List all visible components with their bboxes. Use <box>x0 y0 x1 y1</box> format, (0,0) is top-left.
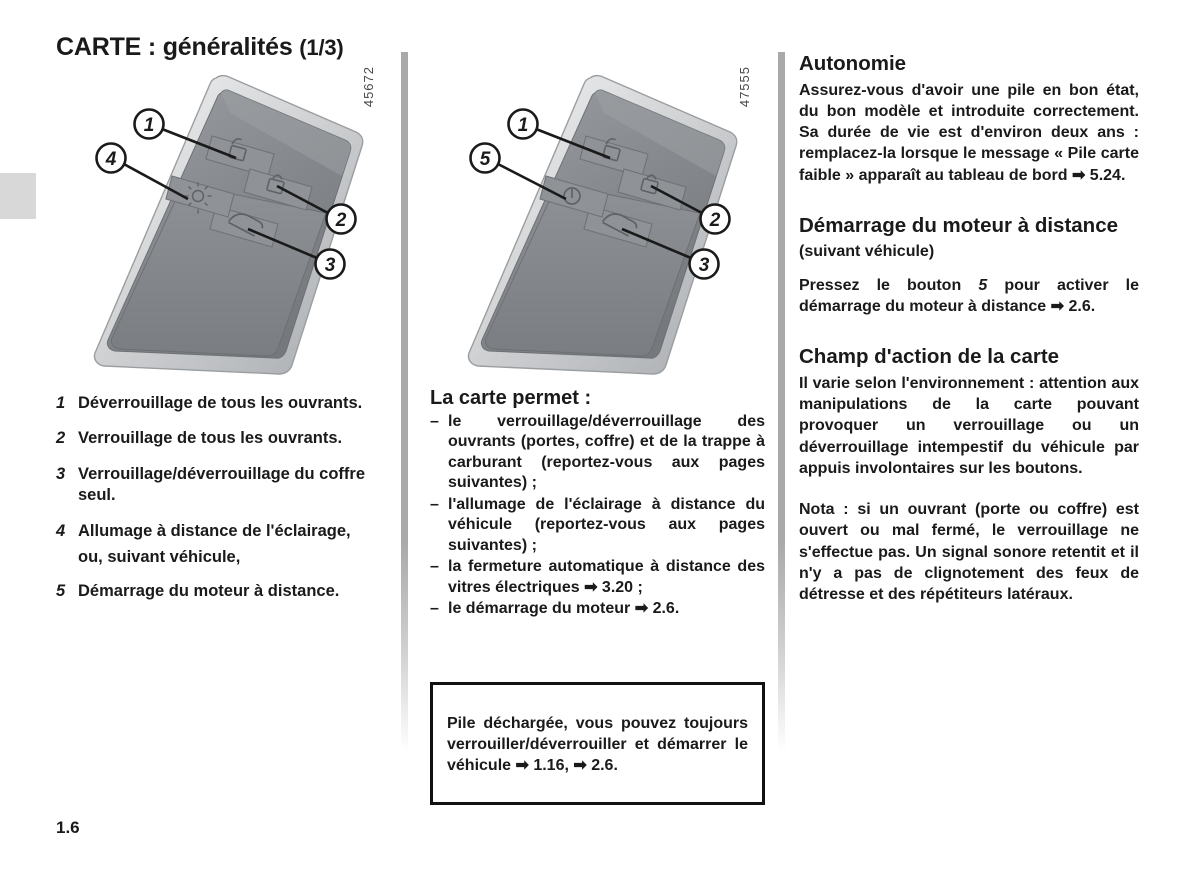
capability-text: l'allumage de l'éclairage à distance du véhicule (reportez-vous aux pages suivantes) ; <box>448 495 765 554</box>
demarrage-text-after: pour activer le démarrage du moteur à distance ➡ 2.6. <box>799 276 1139 315</box>
svg-text:5: 5 <box>479 149 491 170</box>
card-illustration-2 <box>430 52 765 387</box>
figure-card-2 <box>430 52 765 387</box>
paragraph-autonomie: Assurez-vous d'avoir une pile en bon état, du bon modèle et introduite correctement. Sa durée de vie est d'environ deux ans : remplacez-la lorsque le message « Pile carte faible » apparaît au tableau de bord ➡ 5.24. <box>799 81 1139 184</box>
callout-4 <box>97 144 126 173</box>
callout-2 <box>327 205 356 234</box>
nota-label: Nota : <box>799 501 849 519</box>
dash-bullet: – <box>430 413 439 430</box>
dash-bullet: – <box>430 558 439 576</box>
page-title-sub: (1/3) <box>299 34 344 60</box>
column-middle <box>430 52 765 805</box>
paragraph-nota <box>799 499 1139 605</box>
dash-bullet: – <box>430 600 439 618</box>
callout-1 <box>135 110 164 139</box>
legend-number: 4 <box>56 521 66 540</box>
column-divider-right <box>778 52 785 752</box>
heading-autonomie: Autonomie <box>799 52 907 75</box>
legend-item-3 <box>56 464 391 507</box>
capability-text: le démarrage du moteur ➡ 2.6. <box>448 600 680 618</box>
dash-bullet: – <box>430 495 439 513</box>
column-right <box>799 52 1139 625</box>
page-number: 1.6 <box>56 818 80 837</box>
section-tab-marker <box>0 173 36 219</box>
legend-item-4 <box>56 521 391 542</box>
figure-card-1 <box>56 52 391 387</box>
callout-3 <box>690 250 719 279</box>
callout-5 <box>471 144 500 173</box>
legend-list <box>56 393 391 603</box>
demarrage-text-before: Pressez le bouton <box>799 276 979 294</box>
legend-number: 5 <box>56 582 66 601</box>
legend-number: 2 <box>56 429 66 448</box>
svg-text:2: 2 <box>335 210 347 231</box>
legend-number: 3 <box>56 464 66 483</box>
legend-item-5 <box>56 581 391 602</box>
legend-item-1 <box>56 393 391 414</box>
capability-item <box>430 599 765 619</box>
capabilities-list <box>430 412 765 620</box>
capability-text: le verrouillage/déverrouillage des ouvrants (portes, coffre) et de la trappe à carburant (reportez-vous aux pages suivantes) ; <box>448 413 765 492</box>
column-left <box>56 52 391 617</box>
svg-text:4: 4 <box>105 149 117 170</box>
legend-item-4-continuation: ou, suivant véhicule, <box>78 548 241 567</box>
paragraph-demarrage <box>799 275 1139 318</box>
legend-text: Allumage à distance de l'éclairage, <box>78 521 351 540</box>
legend-text: Déverrouillage de tous les ouvrants. <box>78 394 363 412</box>
figure-reference-number-2: 47555 <box>737 66 752 108</box>
middle-heading: La carte permet : <box>430 387 592 409</box>
svg-text:1: 1 <box>517 115 529 136</box>
heading-demarrage: Démarrage du moteur à distance <box>799 213 1118 237</box>
legend-text: Démarrage du moteur à distance. <box>78 582 340 601</box>
subnote-demarrage: (suivant véhicule) <box>799 243 935 261</box>
legend-number: 1 <box>56 394 66 412</box>
svg-text:2: 2 <box>709 210 721 231</box>
capability-item <box>430 412 765 494</box>
svg-text:1: 1 <box>143 115 155 136</box>
heading-champ-action: Champ d'action de la carte <box>799 345 1060 369</box>
page-title-main: CARTE : généralités <box>56 32 293 61</box>
warning-box-text: Pile déchargée, vous pouvez toujours verrouiller/déverrouiller et démarrer le véhicule ➡ 1.16, ➡ 2.6. <box>447 714 748 775</box>
column-divider-left <box>401 52 408 752</box>
svg-text:3: 3 <box>698 255 710 276</box>
paragraph-champ-action: Il varie selon l'environnement : attention aux manipulations de la carte pouvant provoquer un verrouillage ou un déverrouillage intempestif du véhicule par appuis involontaires sur les boutons. <box>799 374 1139 477</box>
nota-body: si un ouvrant (porte ou coffre) est ouvert ou mal fermé, le verrouillage ne s'effectue pas. Un signal sonore retentit et il n'y a pas de clignotement des feux de détresse et des répétiteurs latéraux. <box>799 501 1139 604</box>
capability-text: la fermeture automatique à distance des vitres électriques ➡ 3.20 ; <box>448 558 765 596</box>
callout-2 <box>701 205 730 234</box>
legend-text: Verrouillage de tous les ouvrants. <box>78 429 343 448</box>
callout-3 <box>316 250 345 279</box>
card-illustration-1 <box>56 52 391 387</box>
svg-text:3: 3 <box>324 255 336 276</box>
warning-box <box>430 682 765 806</box>
legend-text: Verrouillage/déverrouillage du coffre seul. <box>78 464 366 505</box>
capability-item <box>430 557 765 598</box>
capability-item <box>430 495 765 556</box>
figure-reference-number-1: 45672 <box>361 66 376 108</box>
demarrage-button-number: 5 <box>978 276 988 294</box>
legend-item-2 <box>56 428 391 449</box>
callout-1 <box>509 110 538 139</box>
